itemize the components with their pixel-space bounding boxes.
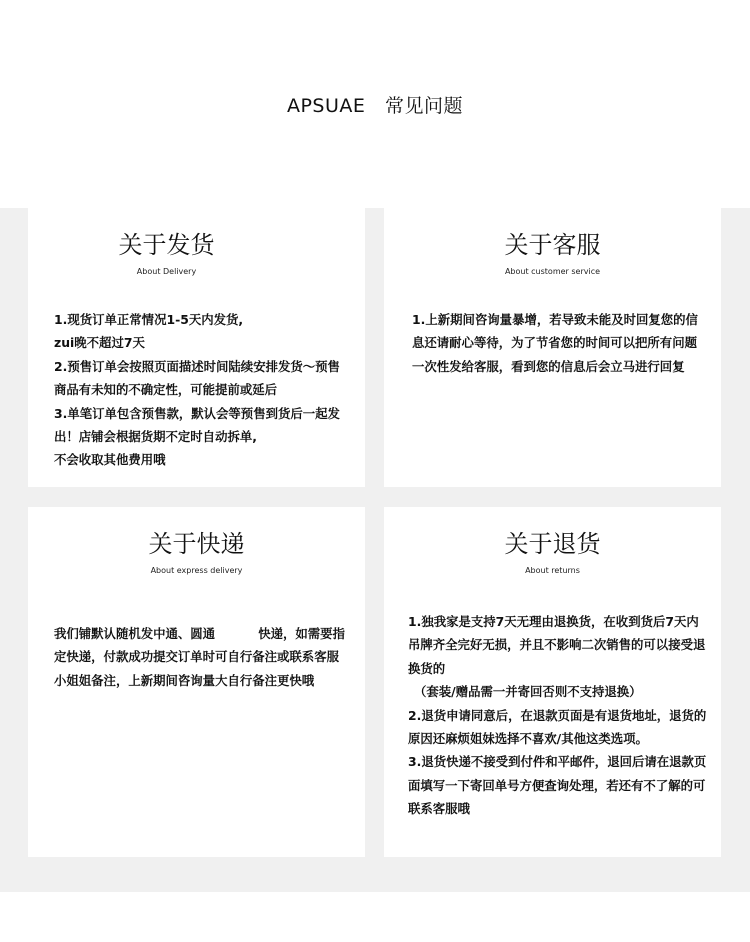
card-heading — [384, 230, 721, 278]
card-line: 不会收取其他费用哦 — [54, 452, 166, 468]
card-title: 关于退货 — [504, 530, 601, 558]
card-body — [54, 622, 349, 692]
card-heading — [384, 529, 721, 577]
card-line: 1.现货订单正常情况1-5天内发货, — [54, 312, 244, 327]
card-body — [54, 308, 349, 472]
card-title: 关于快递 — [148, 530, 245, 558]
card-subtitle: About express delivery — [150, 566, 243, 575]
card-subtitle: About Delivery — [136, 267, 197, 276]
faq-card-express — [28, 507, 365, 857]
card-body — [408, 610, 707, 821]
card-title: 关于客服 — [504, 231, 601, 259]
card-subtitle: About returns — [525, 566, 580, 575]
card-line: 2.退货申请同意后，在退款页面是有退货地址，退货的原因还麻烦姐妹选择不喜欢/其他这类选项。 — [408, 707, 707, 747]
card-heading — [0, 230, 335, 278]
card-line: 1.独我家是支持7天无理由退换货，在收到货后7天内吊牌齐全完好无损，并且不影响二次销售的可以接受退换货的 — [408, 614, 706, 676]
card-line: 我们铺默认随机发中通、圆通 快递，如需要指定快递，付款成功提交订单时可自行备注或联系客服小姐姐备注，上新期间咨询量大自行备注更快哦 — [54, 626, 345, 688]
page-title: APSUAE 常见问题 — [286, 95, 464, 117]
card-line: 2.预售订单会按照页面描述时间陆续安排发货～预售商品有未知的不确定性，可能提前或延后 — [54, 358, 340, 398]
card-line: 3.单笔订单包含预售款，默认会等预售到货后一起发出！店铺会根据货期不定时自动拆单, — [54, 405, 340, 445]
page-header — [0, 0, 750, 208]
card-line: 1.上新期间咨询量暴增，若导致未能及时回复您的信息还请耐心等待，为了节省您的时间可以把所有问题一次性发给客服，看到您的信息后会立马进行回复 — [412, 312, 698, 374]
card-line: 3.退货快递不接受到付件和平邮件，退回后请在退款页面填写一下寄回单号方便查询处理，若还有不了解的可联系客服哦 — [408, 754, 707, 817]
faq-card-customer-service — [384, 208, 721, 487]
faq-card-delivery — [28, 208, 365, 487]
card-body — [412, 308, 705, 378]
card-subtitle: About customer service — [504, 267, 601, 276]
card-title: 关于发货 — [118, 231, 215, 259]
card-line: （套装/赠品需一并寄回否则不支持退换） — [414, 684, 642, 700]
card-heading — [28, 529, 365, 577]
card-line: zui晚不超过7天 — [54, 335, 145, 351]
faq-card-returns — [384, 507, 721, 857]
